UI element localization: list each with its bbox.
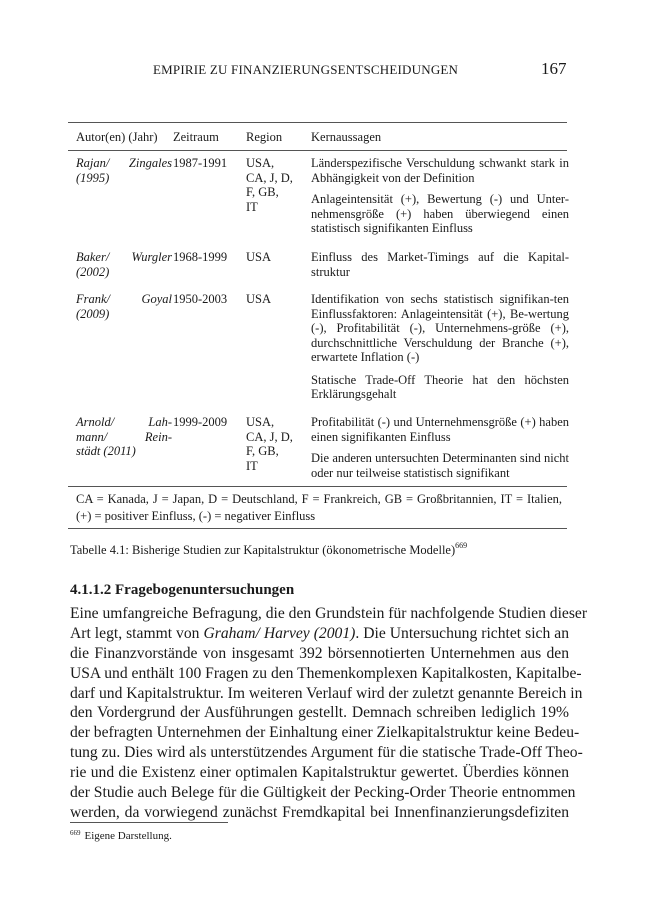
col-header-findings: Kernaussagen	[311, 130, 382, 144]
table-row-period: 1999-2009	[173, 415, 228, 429]
finding-text: Identifikation von sechs statistisch signifikan-ten Einflussfaktoren: Anlageintensität (+), Be-wertung (-), Profitabilität (-), Unternehmens-größe (+), durchschnittliche Verschuldung der Branche (+), erwartete Inflation (-)	[311, 292, 569, 364]
table-row-findings	[311, 415, 569, 480]
finding-text: Die anderen untersuchten Determinanten sind nicht oder nur teilweise statistisch signifikant	[311, 451, 569, 480]
page-number: 167	[541, 59, 567, 78]
body-line: tung zu. Dies wird als unterstützendes Argument für die statische Trade-Off Theo-	[70, 744, 583, 762]
body-line: die Finanzvorstände von insgesamt 392 börsennotierten Unternehmen aus den	[70, 644, 569, 662]
table-row-period: 1987-1991	[173, 156, 228, 170]
table-row-author	[76, 250, 172, 279]
table-legend-rule	[68, 486, 567, 487]
author-line: (1995)	[76, 170, 110, 185]
finding-text: Einfluss des Market-Timings auf die Kapital-struktur	[311, 250, 569, 279]
table-row-findings	[311, 156, 569, 236]
table-row-region	[246, 292, 306, 307]
body-line: Art legt, stammt von Graham/ Harvey (2001). Die Untersuchung richtet sich an	[70, 624, 569, 642]
caption-text: Tabelle 4.1: Bisherige Studien zur Kapitalstruktur (ökonometrische Modelle)	[70, 543, 456, 557]
body-line: der Studie auch Belege für die Gültigkeit der Pecking-Order Theorie entnommen	[70, 784, 576, 802]
author-line: städt (2011)	[76, 444, 136, 458]
body-paragraph	[70, 604, 588, 823]
region-line: IT	[246, 458, 258, 473]
table-row-author	[76, 292, 172, 321]
finding-text: Anlageintensität (+), Bewertung (-) und Unter-nehmensgröße (+) haben überwiegend einen statistisch signifikanten Einfluss	[311, 192, 569, 235]
col-header-region: Region	[246, 130, 283, 144]
author-line: Arnold/ Lah-	[76, 415, 172, 429]
region-line: CA, J, D,	[246, 429, 293, 444]
finding-text: Länderspezifische Verschuldung schwankt stark in Abhängigkeit von der Definition	[311, 156, 569, 185]
table-row-region	[246, 250, 306, 265]
table-legend: CA = Kanada, J = Japan, D = Deutschland, F = Frankreich, GB = Großbritannien, IT = Italien, (+) = positiver Einfluss, (-) = negativer Einfluss	[76, 492, 562, 523]
running-header-title: EMPIRIE ZU FINANZIERUNGSENTSCHEIDUNGEN	[153, 62, 459, 77]
footnote-number: 669	[70, 829, 81, 837]
section-heading: 4.1.1.2 Fragebogenuntersuchungen	[70, 582, 295, 598]
region-line: USA	[246, 250, 272, 264]
table-row-region	[246, 415, 306, 473]
table-row-region	[246, 156, 306, 214]
author-line: mann/ Rein-	[76, 429, 172, 444]
body-line: USA und enthält 100 Fragen zu den Themenkomplexen Kapitalkosten, Kapitalbe-	[70, 664, 582, 682]
table-top-rule	[68, 122, 567, 123]
col-header-period: Zeitraum	[173, 130, 219, 144]
region-line: F, GB,	[246, 185, 279, 199]
author-line: Rajan/ Zingales	[76, 156, 172, 170]
region-line: USA	[246, 292, 272, 306]
body-line: der befragten Unternehmen der Einhaltung einer Zielkapitalstruktur keine Bedeu-	[70, 724, 580, 742]
footnote-rule	[70, 822, 228, 823]
table-row-author	[76, 415, 172, 459]
finding-text: Statische Trade-Off Theorie hat den höchsten Erklärungsgehalt	[311, 372, 569, 401]
table-bottom-rule	[68, 528, 567, 529]
footnote	[70, 829, 172, 842]
footnote-text: Eigene Darstellung.	[84, 830, 172, 842]
table-header-rule	[68, 150, 567, 151]
body-line: darf und Kapitalstruktur. Im weiteren Verlauf wird der zuletzt genannte Bereich in	[70, 684, 583, 702]
author-line: (2009)	[76, 306, 110, 321]
body-line: werden, da vorwiegend zunächst Fremdkapital bei Innenfinanzierungsdefiziten	[70, 803, 569, 821]
body-line: rie und die Existenz einer optimalen Kapitalstruktur gewertet. Überdies können	[70, 764, 569, 782]
table-row-period: 1950-2003	[173, 292, 228, 306]
table-row-period: 1968-1999	[173, 250, 228, 264]
body-line: den Vordergrund der Ausführungen gestellt. Demnach schreiben lediglich 19%	[70, 704, 569, 722]
author-line: Baker/ Wurgler	[76, 250, 172, 264]
region-line: IT	[246, 199, 258, 214]
region-line: F, GB,	[246, 444, 279, 458]
table-row-author	[76, 156, 172, 185]
author-line: Frank/ Goyal	[76, 292, 172, 306]
finding-text: Profitabilität (-) und Unternehmensgröße (+) haben einen signifikanten Einfluss	[311, 415, 569, 444]
footnote-ref[interactable]: 669	[455, 541, 468, 550]
table-row-findings	[311, 250, 569, 279]
region-line: USA,	[246, 415, 275, 429]
body-line: Eine umfangreiche Befragung, die den Grundstein für nachfolgende Studien dieser	[70, 605, 588, 622]
region-line: CA, J, D,	[246, 170, 293, 185]
author-line: (2002)	[76, 264, 110, 279]
col-header-author: Autor(en) (Jahr)	[76, 130, 158, 144]
region-line: USA,	[246, 156, 275, 170]
table-row-findings	[311, 292, 569, 402]
table-caption	[70, 541, 467, 558]
